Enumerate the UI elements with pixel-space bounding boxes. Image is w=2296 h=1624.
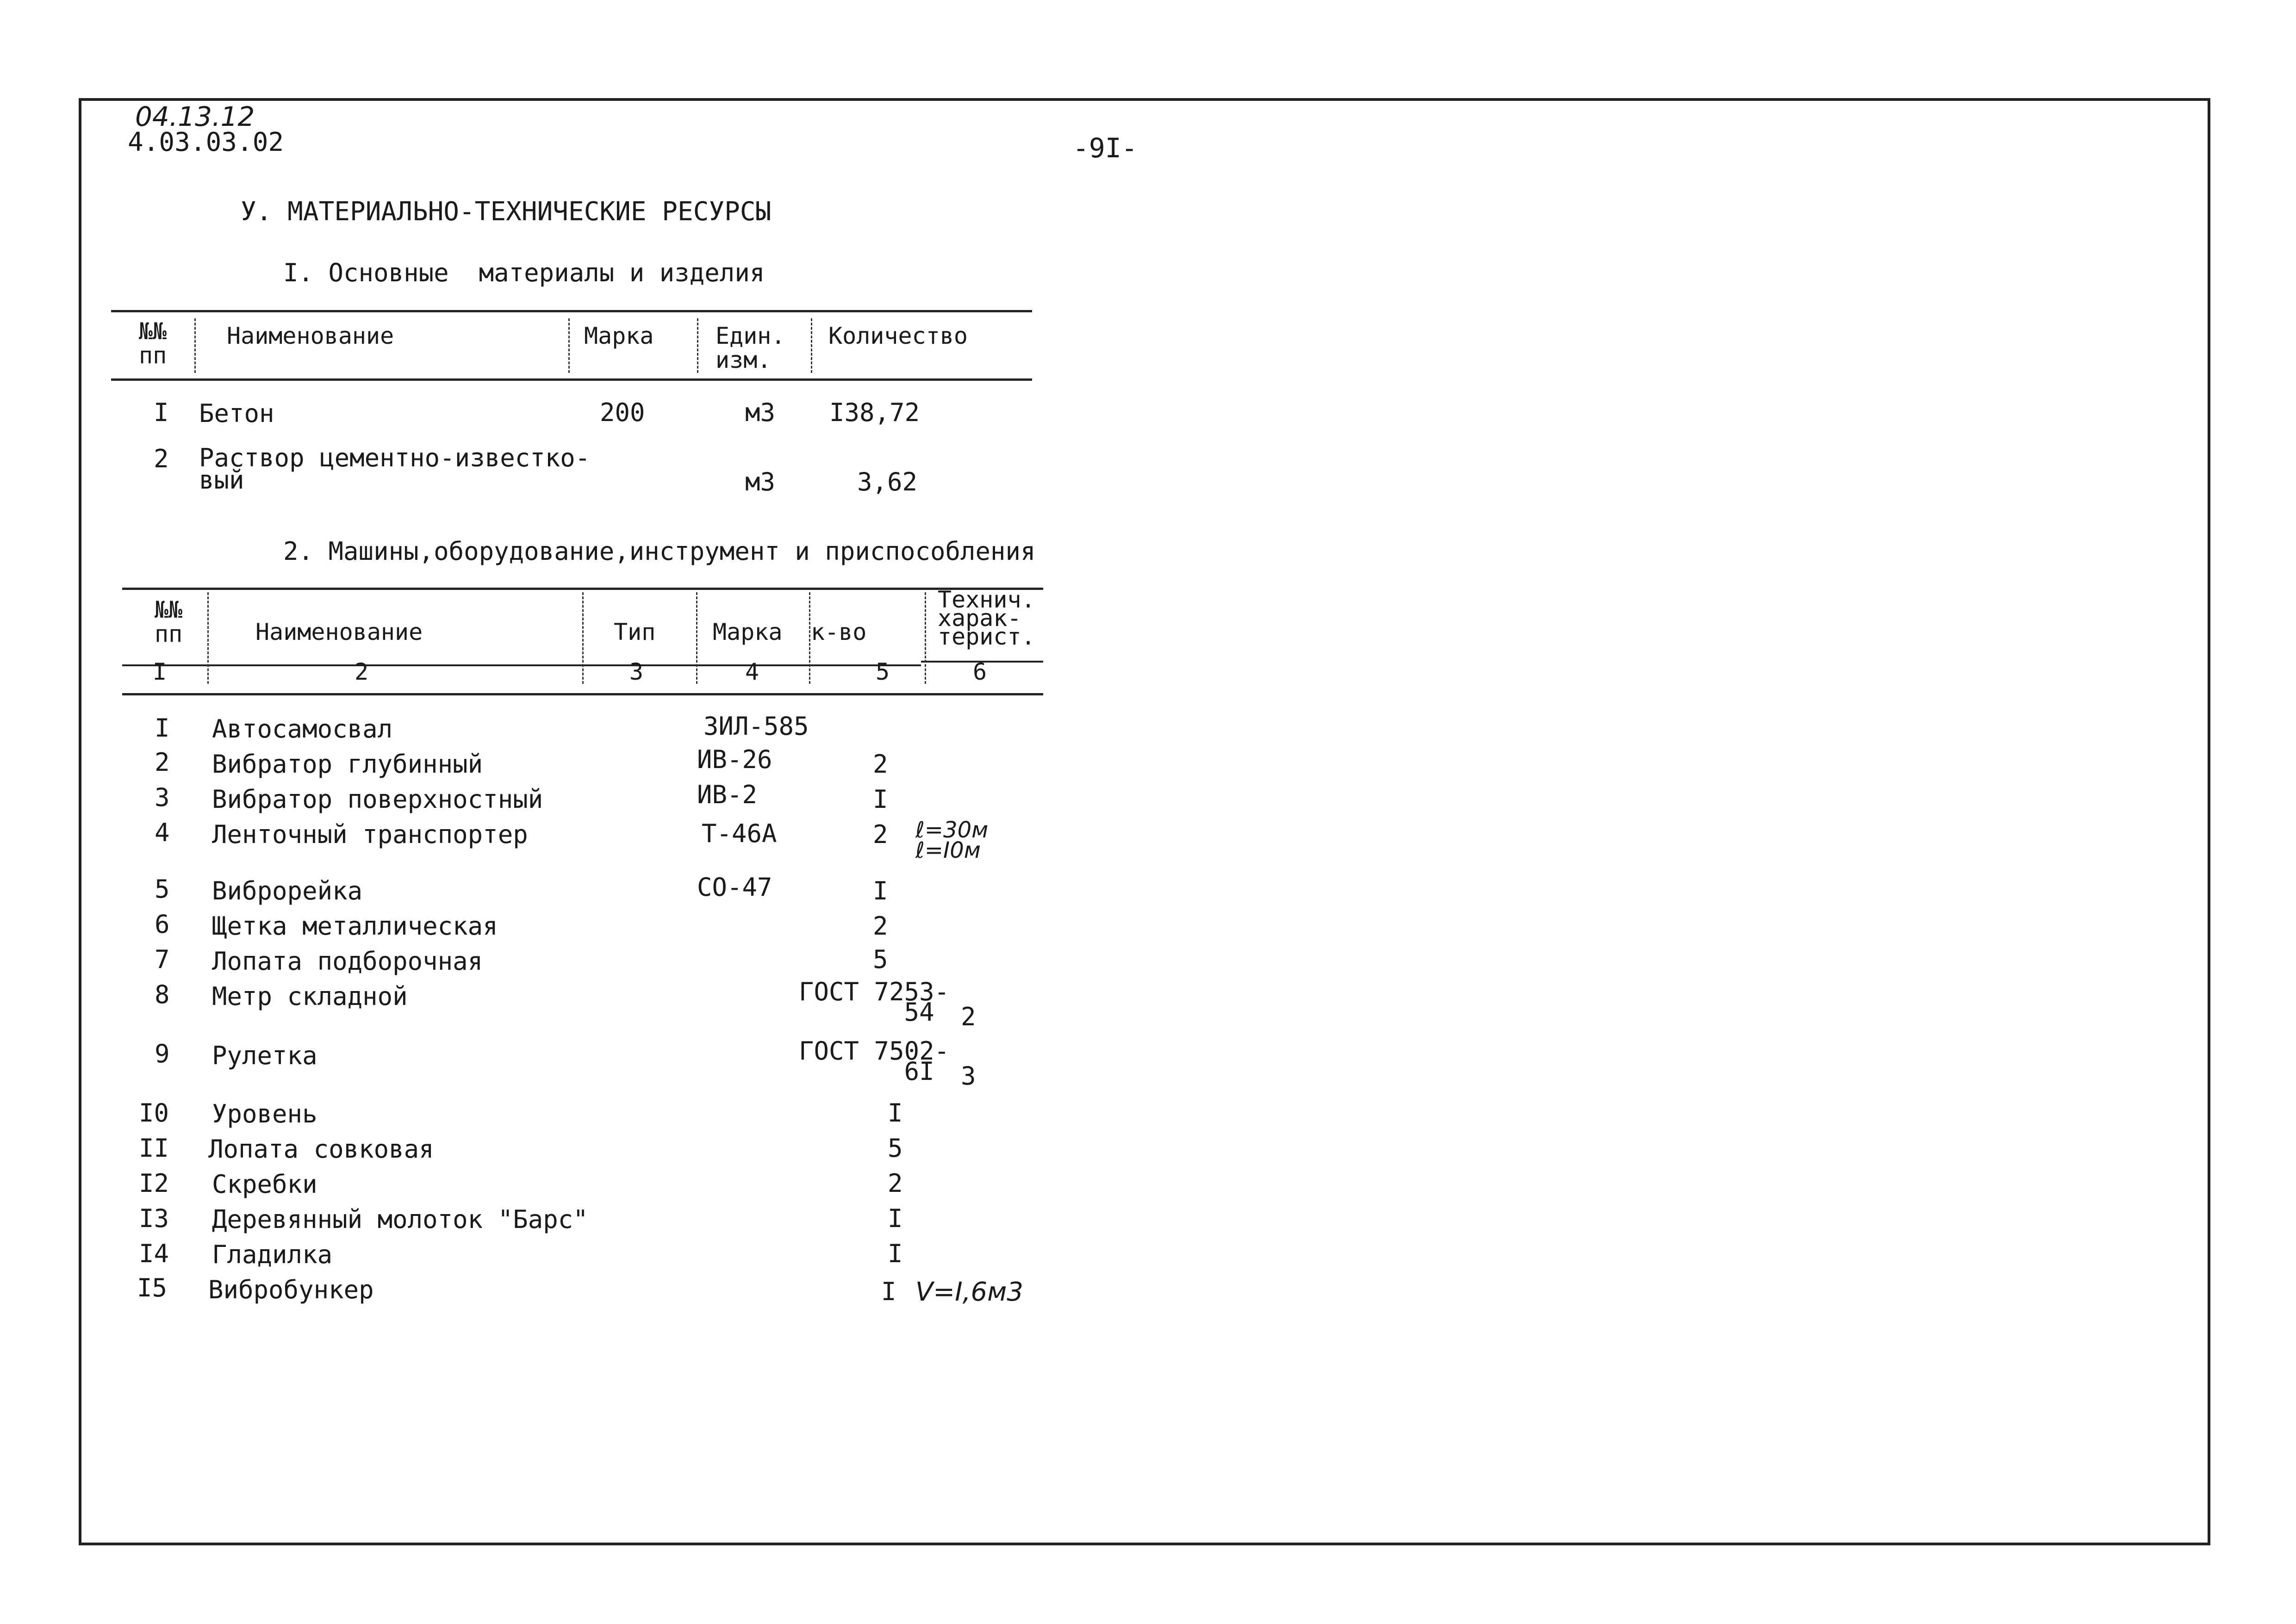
table2-title: 2. Машины,оборудование,инструмент и приспособления (283, 537, 1036, 566)
table2-divider (582, 592, 584, 684)
page-number: -9I- (1073, 132, 1138, 164)
column-number: 6 (973, 658, 987, 685)
table2-header-name: Наименование (255, 619, 423, 645)
row-num: I4 (139, 1239, 169, 1268)
table2-header-spec: Технич. харак- терист. (938, 586, 1035, 650)
row-unit: м3 (745, 467, 776, 496)
row-qty: 2 (873, 820, 888, 849)
table2-header-rule (122, 693, 1043, 695)
row-name: Бетон (199, 399, 274, 428)
row-qty: I (888, 1239, 903, 1268)
row-name: Вибратор глубинный (212, 750, 483, 779)
row-name: Метр складной (212, 982, 408, 1011)
row-mark: СО-47 (697, 873, 772, 902)
row-name: Щетка металлическая (212, 911, 498, 941)
row-mark: ГОСТ 7253- 54 (799, 977, 950, 1027)
row-name: Ленточный транспортер (212, 820, 528, 849)
section-title: У. МАТЕРИАЛЬНО-ТЕХНИЧЕСКИЕ РЕСУРСЫ (241, 197, 772, 227)
table1-top-rule (111, 310, 1032, 312)
row-name: Автосамосвал (212, 714, 393, 744)
column-number: 4 (745, 658, 759, 685)
row-num: 2 (155, 748, 170, 777)
table1-header-name: Наименование (227, 322, 394, 349)
handwritten-code: 04.13.12 (135, 101, 255, 132)
table1-header-num: №№ пп (139, 318, 167, 369)
column-number: 3 (629, 658, 644, 685)
row-qty: 2 (873, 750, 888, 779)
row-qty: I (888, 1204, 903, 1233)
table2-divider (925, 592, 926, 684)
row-name: Деревянный молоток "Барс" (212, 1205, 588, 1234)
row-qty: I (873, 876, 888, 905)
table1-divider (568, 318, 570, 373)
row-name: Лопата подборочная (212, 947, 483, 976)
row-num: I3 (139, 1204, 169, 1233)
row-mark: 200 (600, 398, 645, 427)
row-mark: ГОСТ 7502- 6I (799, 1036, 950, 1086)
row-qty: 5 (873, 945, 888, 974)
row-name: Гладилка (212, 1240, 333, 1269)
table1-header-qty: Количество (828, 322, 968, 349)
row-qty: I (888, 1098, 903, 1128)
table1-title: I. Основные материалы и изделия (283, 258, 765, 287)
row-qty: 2 (873, 911, 888, 941)
row-qty: 3,62 (857, 467, 918, 496)
row-qty: I (873, 785, 888, 814)
row-name: Скребки (212, 1170, 317, 1199)
row-num: I (155, 713, 170, 743)
row-mark: ИВ-26 (697, 745, 772, 774)
row-qty: 2 (961, 1002, 976, 1031)
row-num: II (139, 1134, 169, 1163)
row-spec: V=I,6м3 (915, 1277, 1024, 1307)
row-spec: ℓ=30м ℓ=I0м (915, 817, 989, 863)
row-qty: I (881, 1277, 896, 1306)
table2-header-qty: к-во (811, 619, 867, 645)
row-name: Раствор цементно-известко- вый (199, 443, 591, 495)
table2-header-num: №№ пп (155, 596, 183, 647)
table2-divider (809, 592, 810, 684)
row-qty: I38,72 (829, 398, 920, 427)
row-name: Виброрейка (212, 876, 363, 905)
row-mark: ЗИЛ-585 (703, 712, 809, 741)
row-name: Рулетка (212, 1041, 317, 1070)
table1-divider (697, 318, 698, 373)
row-num: 2 (154, 444, 169, 473)
document-code: 4.03.03.02 (128, 127, 284, 157)
column-number: 5 (876, 658, 890, 685)
table1-divider (194, 318, 196, 373)
row-name: Вибробункер (208, 1275, 374, 1304)
row-num: I0 (139, 1098, 169, 1128)
row-name: Лопата совковая (208, 1134, 434, 1164)
table1-header-rule (111, 378, 1032, 381)
row-qty: 3 (961, 1061, 976, 1091)
table2-colnum-rule (122, 664, 921, 666)
table1-header-mark: Марка (584, 322, 654, 349)
column-number: 2 (355, 658, 369, 685)
row-num: 7 (155, 945, 170, 974)
table1-divider (811, 318, 812, 373)
table1-header-unit: Един. изм. (716, 322, 785, 373)
row-num: I2 (139, 1169, 169, 1198)
frame-bottom-accent (79, 1543, 666, 1545)
row-num: 8 (155, 980, 170, 1009)
table2-divider (696, 592, 697, 684)
row-qty: 5 (888, 1134, 903, 1163)
table2-top-rule (122, 588, 1043, 590)
row-unit: м3 (745, 398, 776, 427)
row-num: 9 (155, 1039, 170, 1068)
table2-header-type: Тип (614, 619, 656, 645)
row-num: I (154, 398, 169, 427)
row-name: Уровень (212, 1099, 317, 1128)
table2-divider (207, 592, 209, 684)
row-mark: Т-46А (702, 819, 777, 848)
table2-header-mark: Марка (713, 619, 783, 645)
row-mark: ИВ-2 (697, 780, 758, 809)
row-name: Вибратор поверхностный (212, 785, 543, 814)
row-num: 4 (155, 818, 170, 847)
row-qty: 2 (888, 1169, 903, 1198)
row-num: 6 (155, 910, 170, 939)
row-num: 5 (155, 874, 170, 904)
row-num: I5 (137, 1273, 168, 1302)
column-number: I (153, 658, 167, 685)
row-num: 3 (155, 783, 170, 812)
